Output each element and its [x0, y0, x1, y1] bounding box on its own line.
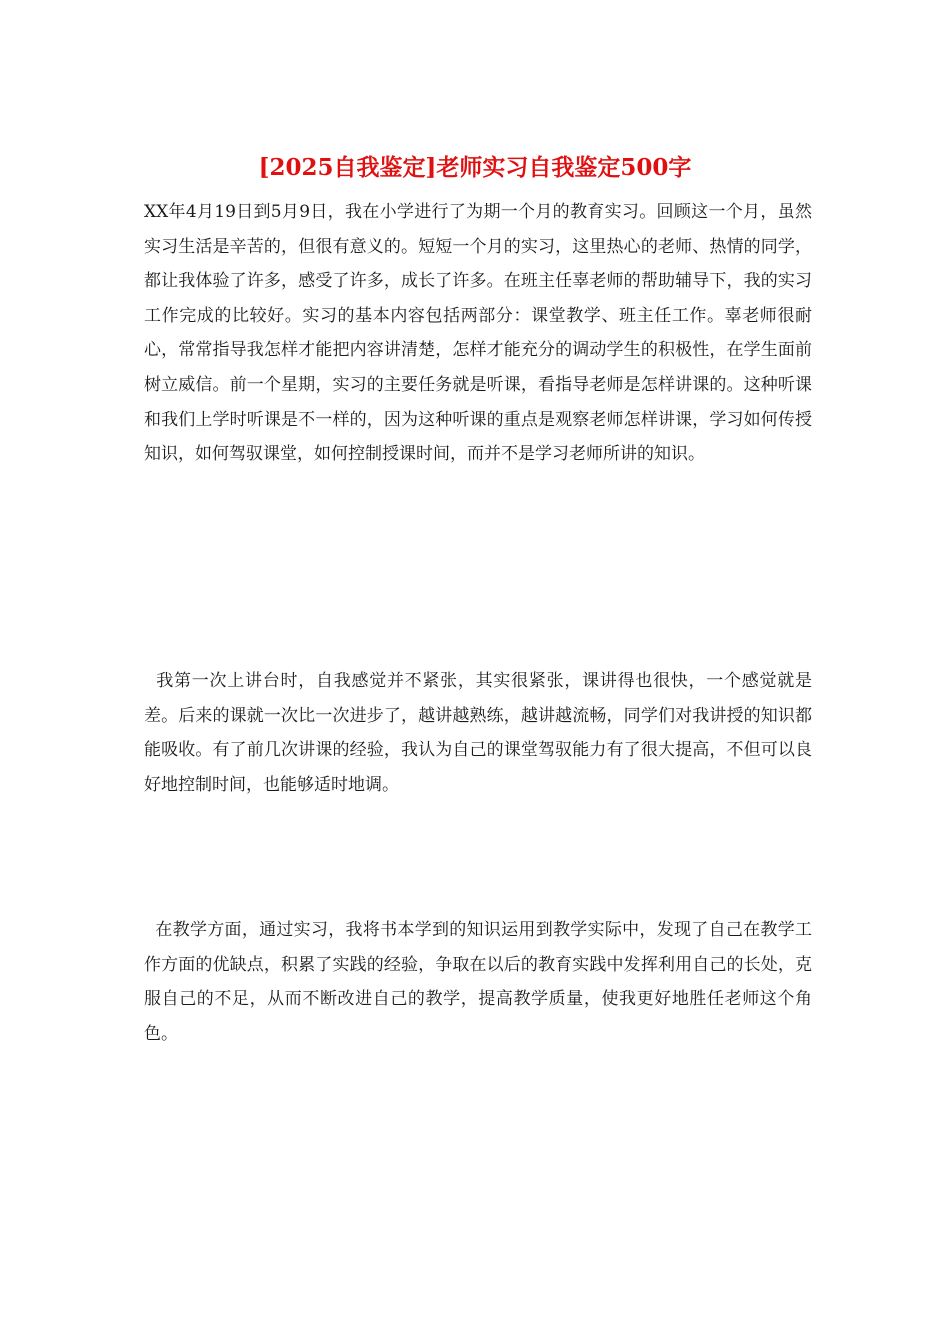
paragraph-internship-overview: XX年4月19日到5月9日，我在小学进行了为期一个月的教育实习。回顾这一个月，虽然实习生活是辛苦的，但很有意义的。短短一个月的实习，这里热心的老师、热情的同学，都让我体验了许多，感受了许多，成长了许多。在班主任辜老师的帮助辅导下，我的实习工作完成的比较好。实习的基本内容包括两部分：课堂教学、班主任工作。辜老师很耐心，常常指导我怎样才能把内容讲清楚，怎样才能充分的调动学生的积极性，在学生面前树立威信。前一个星期，实习的主要任务就是听课，看指导老师是怎样讲课的。这种听课和我们上学时听课是不一样的，因为这种听课的重点是观察老师怎样讲课，学习如何传授知识，如何驾驭课堂，如何控制授课时间，而并不是学习老师所讲的知识。: [144, 202, 812, 465]
paragraph-teaching-reflection: 在教学方面，通过实习，我将书本学到的知识运用到教学实际中，发现了自己在教学工作方面的优缺点，积累了实践的经验，争取在以后的教育实践中发挥利用自己的长处，克服自己的不足，从而不断改进自己的教学，提高教学质量，使我更好地胜任老师这个角色。: [144, 920, 813, 1044]
paragraph-first-lecture: 我第一次上讲台时，自我感觉并不紧张，其实很紧张，课讲得也很快，一个感觉就是差。后来的课就一次比一次进步了，越讲越熟练，越讲越流畅，同学们对我讲授的知识都能吸收。有了前几次讲课的经验，我认为自己的课堂驾驭能力有了很大提高，不但可以良好地控制时间，也能够适时地调。: [144, 671, 812, 795]
document-title: [2025自我鉴定]老师实习自我鉴定500字: [258, 154, 692, 181]
